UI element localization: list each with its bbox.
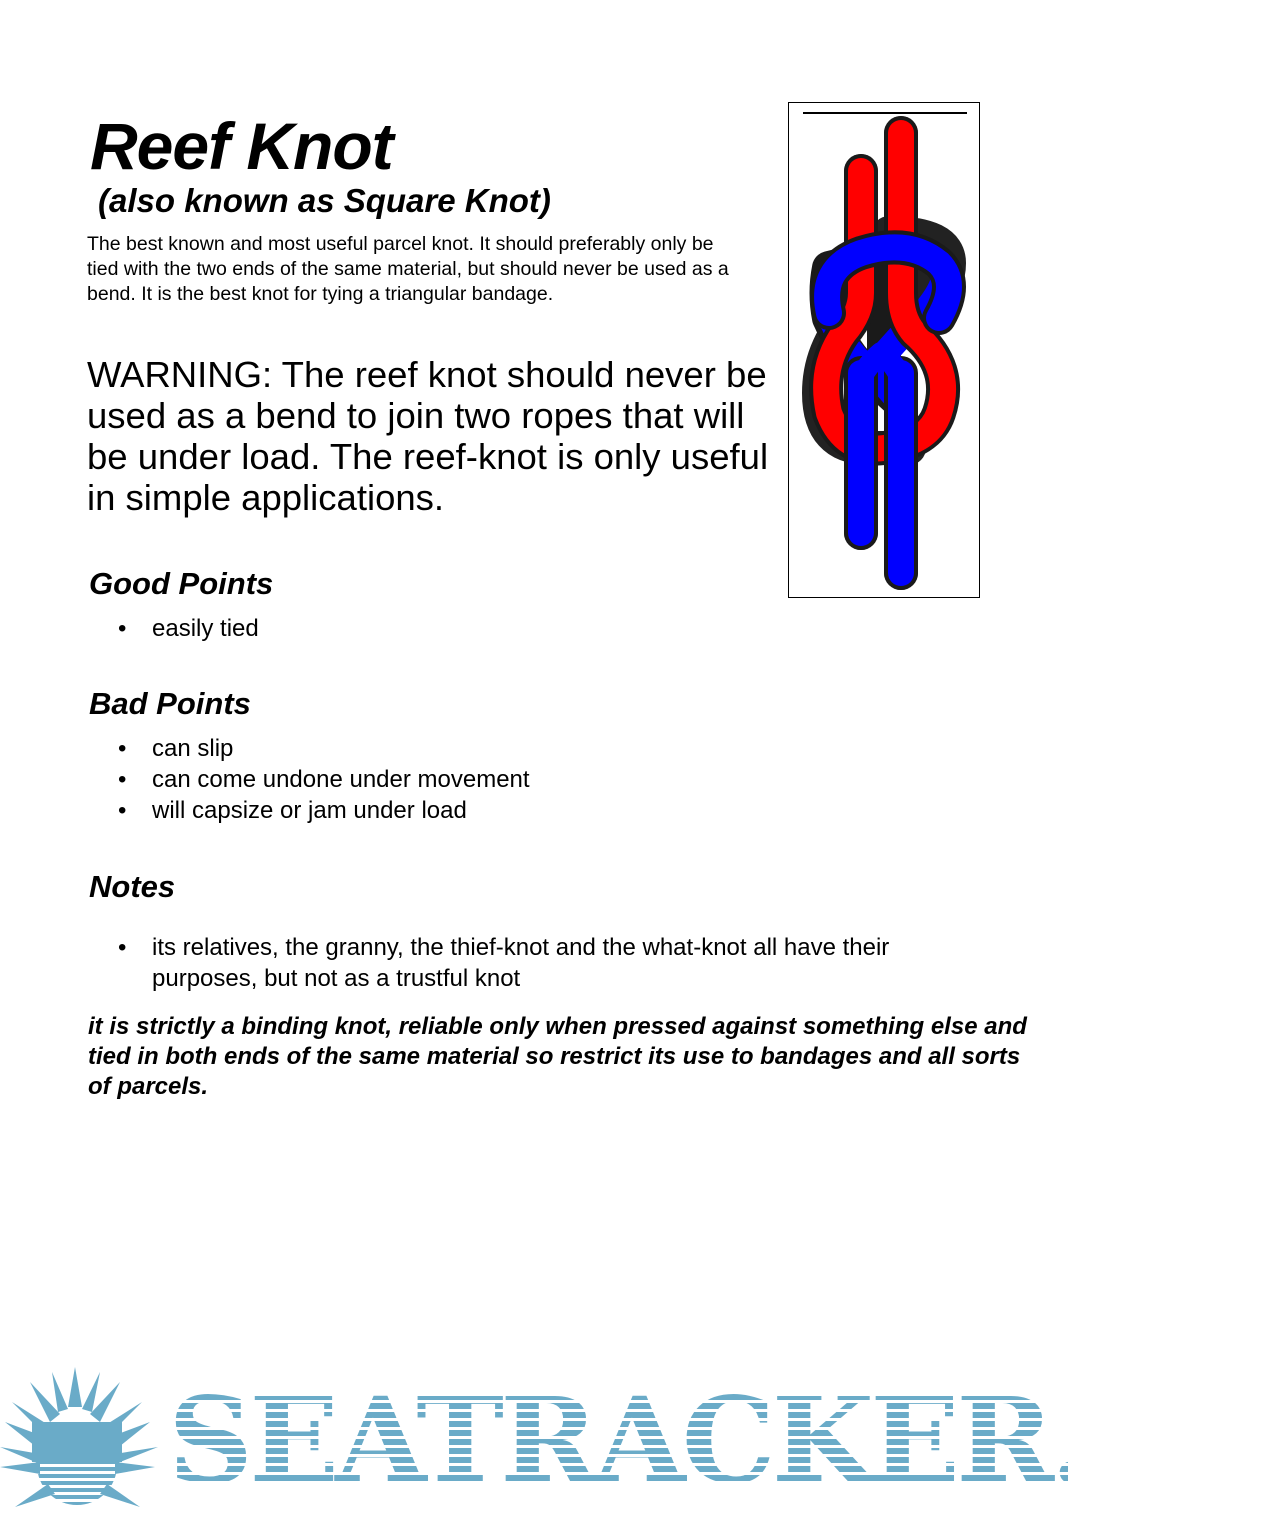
bad-points-list: [118, 733, 948, 826]
notes-heading: Notes: [89, 869, 176, 904]
reef-knot-diagram-icon: [789, 103, 981, 599]
list-item: • easily tied: [118, 613, 948, 644]
list-item: • its relatives, the granny, the thief-knot and the what-knot all have their purposes, but not as a trustful knot: [118, 932, 948, 994]
watermark-text: SEATRACKER.RU: [168, 1371, 1280, 1510]
page-title: Reef Knot: [90, 109, 393, 183]
warning-paragraph: WARNING: The reef knot should never be used as a bend to join two ropes that will be under load. The reef-knot is only useful in simple applications.: [87, 354, 769, 518]
knot-illustration: [788, 102, 980, 598]
sun-burst-logo-icon: [0, 1362, 170, 1525]
list-item: • can come undone under movement: [118, 764, 948, 795]
good-points-list: [118, 613, 948, 644]
good-points-heading: Good Points: [89, 566, 274, 601]
closing-note: it is strictly a binding knot, reliable only when pressed against something else and tied in both ends of the same material so restrict its use to bandages and all sorts of parcels.: [88, 1013, 1027, 1100]
page-subtitle: (also known as Square Knot): [98, 182, 551, 219]
bad-points-heading: Bad Points: [89, 686, 251, 721]
intro-paragraph: The best known and most useful parcel knot. It should preferably only be tied with the two ends of the same material, but should never be used as a bend. It is the best knot for tying a triangular bandage.: [87, 233, 729, 305]
list-item: • will capsize or jam under load: [118, 795, 948, 826]
notes-list: [118, 932, 948, 994]
list-item: • can slip: [118, 733, 948, 764]
